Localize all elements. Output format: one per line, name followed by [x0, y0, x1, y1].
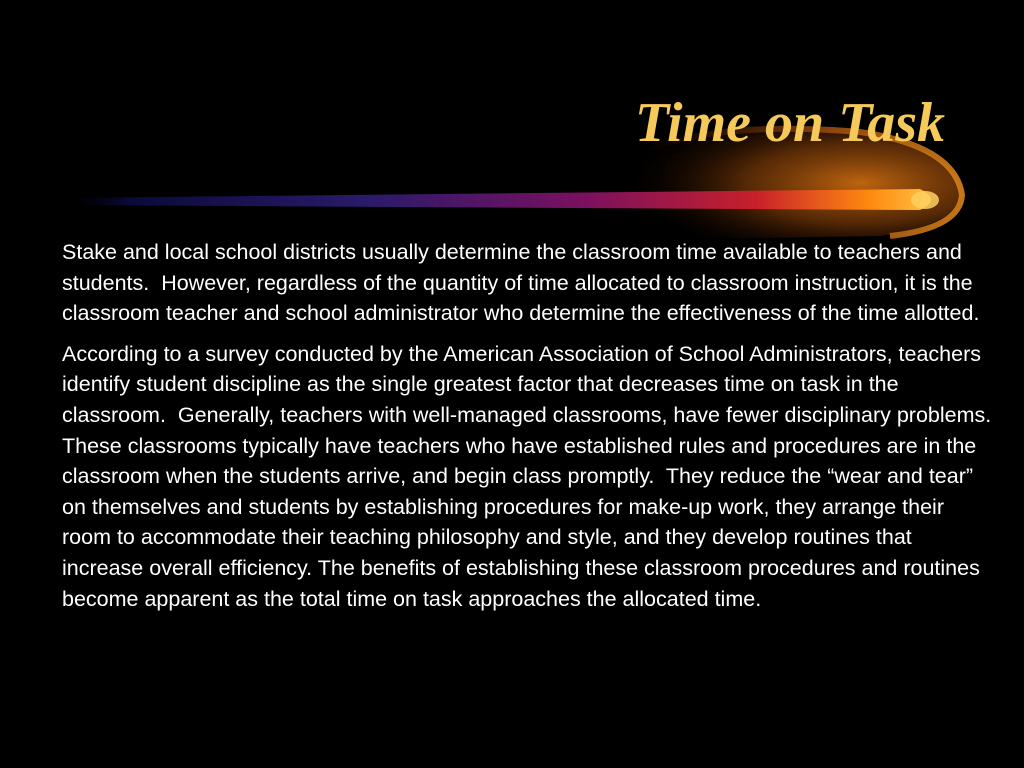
body-paragraph: Stake and local school districts usually determine the classroom time available to teachers and students. However, regardless of the quantity of time allocated to classroom instruction, it is the classroom teacher and school administrator who determine the effectiveness of the time allotted.: [62, 240, 980, 326]
slide-title: Time on Task: [634, 92, 945, 154]
slide-body: [62, 237, 1003, 624]
swoosh-beam-tip: [911, 191, 939, 209]
body-paragraph: According to a survey conducted by the American Association of School Administrators, teachers identify student discipline as the single greatest factor that decreases time on task in the classroom. Generally, teachers with well-managed classrooms, have fewer disciplinary problems. These classrooms typically have teachers who have established rules and procedures are in the classroom when the students arrive, and begin class promptly. They reduce the “wear and tear” on themselves and students by establishing procedures for make-up work, they arrange their room to accommodate their teaching philosophy and style, and they develop routines that increase overall efficiency. The benefits of establishing these classroom procedures and routines become apparent as the total time on task approaches the allocated time.: [62, 341, 1003, 611]
swoosh-beam: [60, 189, 931, 210]
